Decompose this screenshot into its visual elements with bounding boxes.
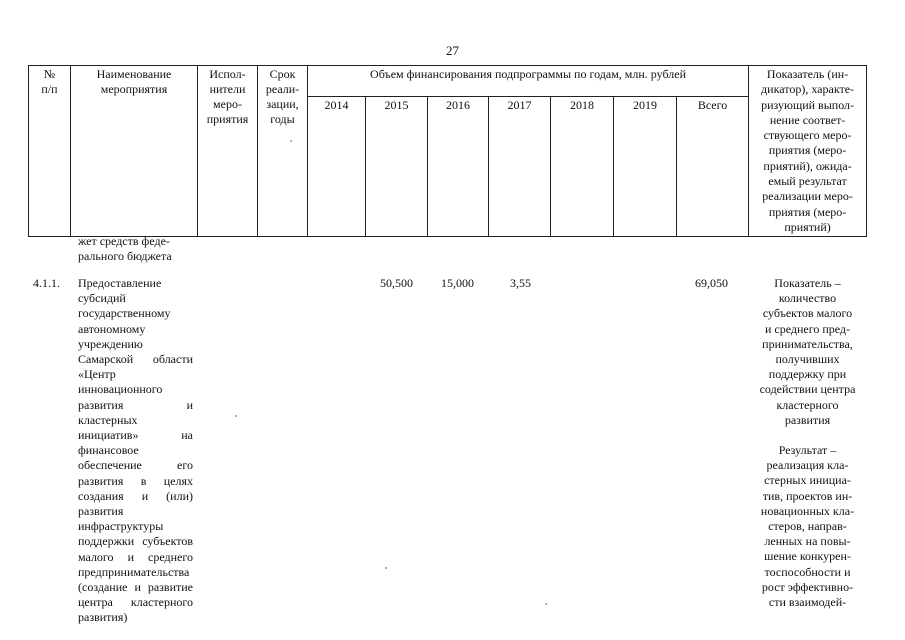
header-table bbox=[28, 65, 867, 237]
scan-speck bbox=[545, 603, 547, 605]
continuation-text: жет средств феде- рального бюджета bbox=[78, 234, 172, 263]
result-text: Результат – реализация кла- стерных инициа- тив, проектов ин- новационных кла- стеров, направ- ленных на повы- шение конкурен- тоспособности и рост эффективно- сти взаимодей- bbox=[760, 443, 855, 610]
value-2016: 15,000 bbox=[441, 276, 474, 290]
header-year: 2018 bbox=[551, 97, 614, 237]
scan-speck bbox=[385, 567, 387, 569]
header-year: 2017 bbox=[489, 97, 551, 237]
scan-speck bbox=[290, 140, 292, 142]
header-num: № п/п bbox=[29, 66, 71, 237]
row-name: Предоставление субсидий государственному автономному учреждению Самарской области «Центр инновационного развития и кластерных инициатив» на финансовое обеспечение его развития в целях создания и (или) развития инфраструктуры поддержки субъектов малого и среднего предпринимательства (создание и развитие центра кластерного развития) bbox=[78, 276, 193, 625]
value-total: 69,050 bbox=[695, 276, 728, 290]
header-year: 2014 bbox=[308, 97, 366, 237]
header-indicator: Показатель (ин- дикатор), характе- ризующий выпол- нение соответ- ствующего меро- приятия (меро- приятий), ожида- емый результат реализации меро- приятия (меро- приятий) bbox=[749, 66, 867, 237]
row-indicator-block bbox=[750, 276, 865, 610]
value-2015: 50,500 bbox=[380, 276, 413, 290]
header-executors: Испол- нители меро- приятия bbox=[198, 66, 258, 237]
header-total: Всего bbox=[677, 97, 749, 237]
value-2017: 3,55 bbox=[510, 276, 531, 290]
header-year: 2015 bbox=[366, 97, 428, 237]
page-number: 27 bbox=[446, 43, 459, 58]
header-year: 2016 bbox=[428, 97, 489, 237]
row-number: 4.1.1. bbox=[33, 276, 60, 290]
header-year: 2019 bbox=[614, 97, 677, 237]
scan-speck bbox=[235, 415, 237, 417]
indicator-text: Показатель – количество субъектов малого и среднего пред- принимательства, получивших поддержку при содействии центра кластерного развития bbox=[759, 276, 856, 427]
header-funding: Объем финансирования подпрограммы по годам, млн. рублей bbox=[308, 66, 749, 97]
header-period: Срок реали- зации, годы bbox=[258, 66, 308, 237]
header-name: Наименование мероприятия bbox=[71, 66, 198, 237]
